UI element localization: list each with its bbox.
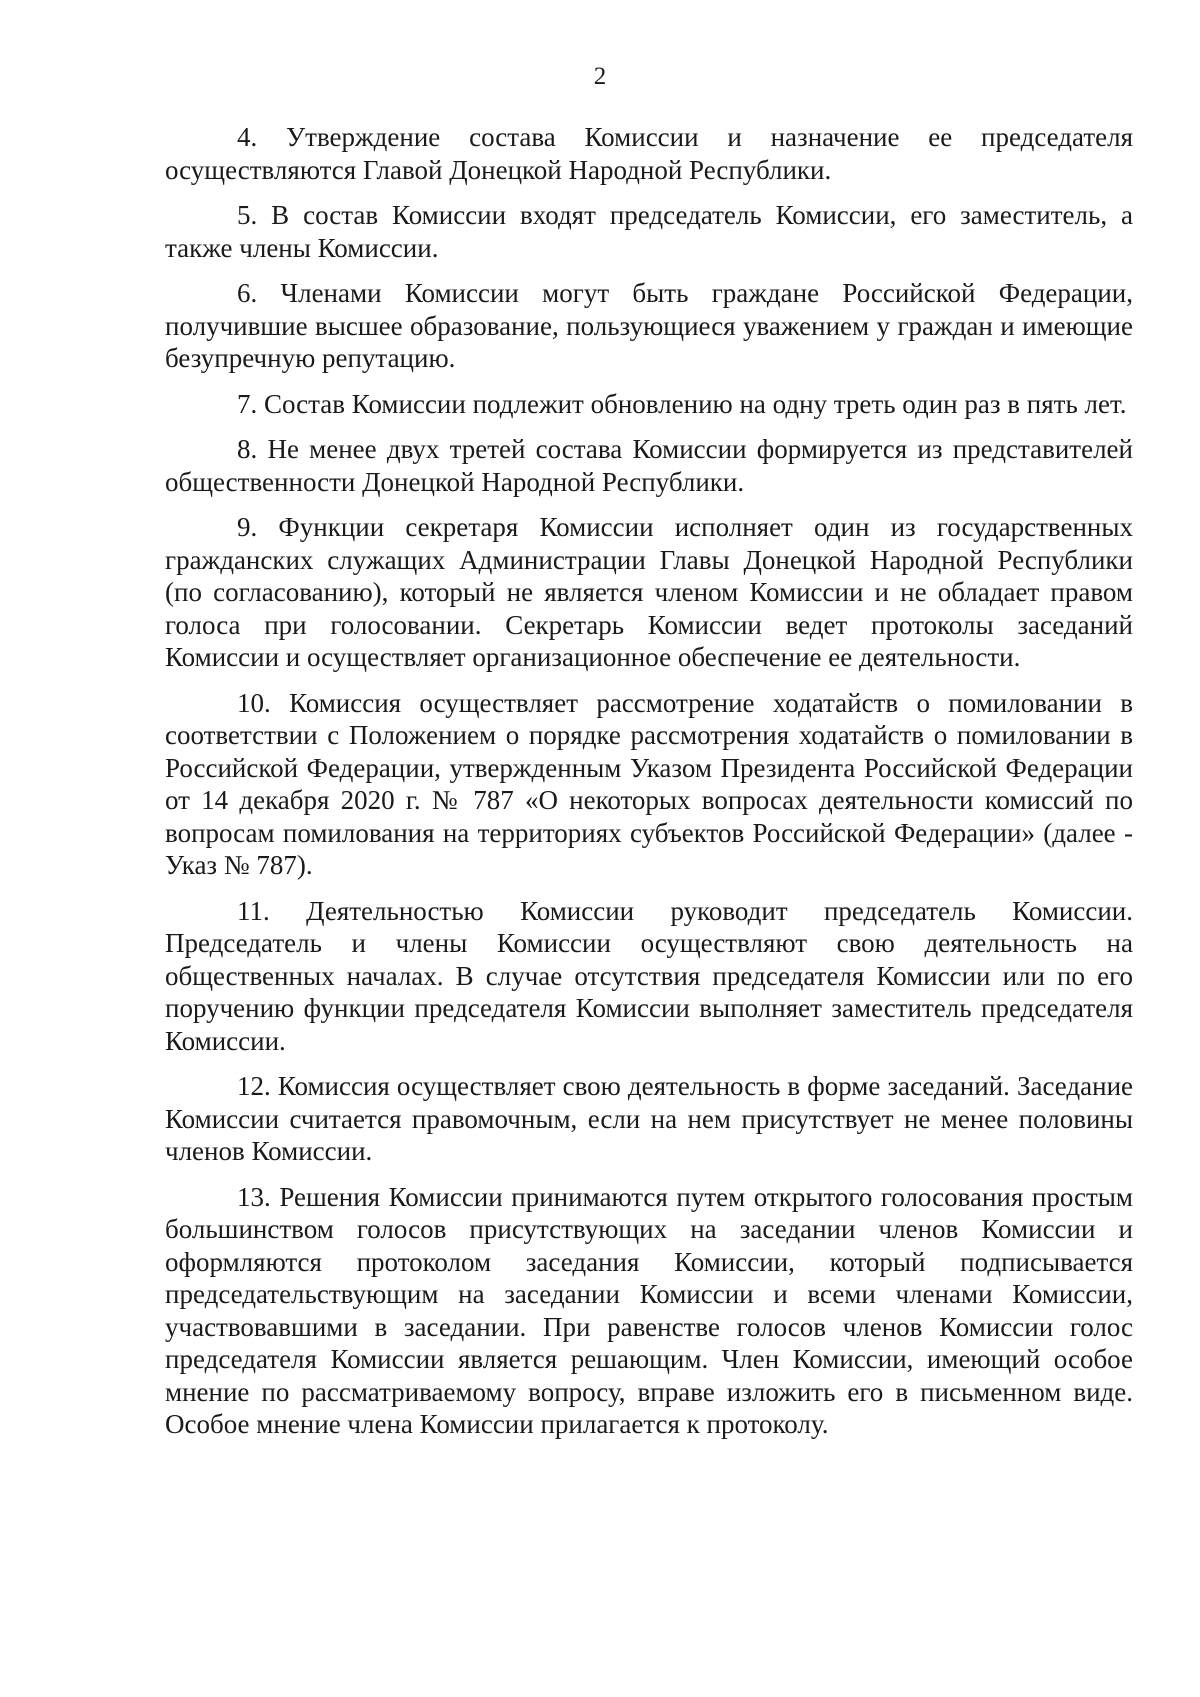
paragraph-13: 13. Решения Комиссии принимаются путем открытого голосования простым большинством голосов присутствующих на заседании членов Комиссии и оформляются протоколом заседания Комиссии, который подписывается председательствующим на заседании Комиссии и всеми членами Комиссии, участвовавшими в заседании. При равенстве голосов членов Комиссии голос председателя Комиссии является решающим. Член Комиссии, имеющий особое мнение по рассматриваемому вопросу, вправе изложить его в письменном виде. Особое мнение члена Комиссии прилагается к протоколу. [165, 1181, 1133, 1439]
paragraph-9: 9. Функции секретаря Комиссии исполняет один из государственных гражданских служащих Администрации Главы Донецкой Народной Республики (по согласованию), который не является членом Комиссии и не обладает правом голоса при голосовании. Секретарь Комиссии ведет протоколы заседаний Комиссии и осуществляет организационное обеспечение ее деятельности. [165, 512, 1133, 672]
paragraph-11: 11. Деятельностью Комиссии руководит председатель Комиссии. Председатель и члены Комиссии осуществляют свою деятельность на общественных началах. В случае отсутствия председателя Комиссии или по его поручению функции председателя Комиссии выполняет заместитель председателя Комиссии. [165, 895, 1133, 1056]
paragraph-5: 5. В состав Комиссии входят председатель Комиссии, его заместитель, а также члены Комиссии. [165, 200, 1133, 263]
page-number: 2 [593, 63, 607, 90]
paragraph-4: 4. Утверждение состава Комиссии и назначение ее председателя осуществляются Главой Донецкой Народной Республики. [165, 122, 1133, 185]
paragraph-6: 6. Членами Комиссии могут быть граждане Российской Федерации, получившие высшее образование, пользующиеся уважением у граждан и имеющие безупречную репутацию. [165, 278, 1133, 373]
paragraph-10: 10. Комиссия осуществляет рассмотрение ходатайств о помиловании в соответствии с Положением о порядке рассмотрения ходатайств о помиловании в Российской Федерации, утвержденным Указом Президента Российской Федерации от 14 декабря 2020 г. № 787 «О некоторых вопросах деятельности комиссий по вопросам помилования на территориях субъектов Российской Федерации» (далее - Указ № 787). [165, 687, 1133, 880]
document-body [165, 121, 1133, 1454]
paragraph-8: 8. Не менее двух третей состава Комиссии формируется из представителей общественности Донецкой Народной Республики. [165, 434, 1133, 497]
paragraph-12: 12. Комиссия осуществляет свою деятельность в форме заседаний. Заседание Комиссии считается правомочным, если на нем присутствует не менее половины членов Комиссии. [165, 1071, 1133, 1166]
paragraph-7: 7. Состав Комиссии подлежит обновлению на одну треть один раз в пять лет. [237, 388, 1127, 419]
